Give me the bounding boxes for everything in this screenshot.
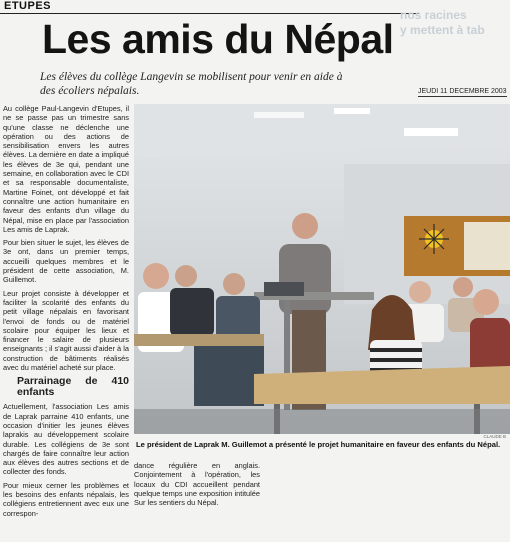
paragraph-4: Actuellement, l'association Les amis de Laprak parraine 410 enfants, une occasion d'initier les jeunes élèves laprakis au développement scolaire durable. Les collégiens de 3e sont chargés de faire connaître leur action aux élèves des autres sections et de collecter des fonds. [3,402,129,477]
ghost-line-1: nos racines [400,8,467,22]
section-rule [0,13,420,14]
standfirst: Les élèves du collège Langevin se mobilisent pour venir en aide à des écoliers népalais. [40,71,343,97]
paragraph-1: Au collège Paul-Langevin d'Etupes, il ne se passe pas un trimestre sans qu'une classe ne déclenche une opération ou des actions de sensibilisation envers les autres élèves. La dernière en date a impliqué les élèves de 3e qui, pendant une semaine, en collaboration avec le CDI et sa responsable documentaliste, Martine Foinet, ont développé et fait connaître une action humanitaire en faveur des enfants d'un village du Népal, mise en place par l'association Les amis de Laprak. [3,104,129,234]
headline: Les amis du Népal [42,16,394,62]
photo-caption: Le président de Laprak M. Guillemot a présenté le projet humanitaire en faveur des enfants du Népal. [136,440,501,449]
paragraph-3: Leur projet consiste à développer et faciliter la scolarité des enfants du petit village népalais en favorisant l'envoi de fonds ou de matériel scolaire pour équiper les lieux et financer le salaire de plusieurs enseignants ; il s'agit aussi d'aider à la construction de bâtiments réalisés avec du matériel acheté sur place. [3,288,129,373]
subheading: Parrainage de 410 enfants [17,375,129,399]
dateline: JEUDI 11 DECEMBRE 2003 [418,88,507,95]
paragraph-5: Pour mieux cerner les problèmes et les besoins des enfants népalais, les collégiens entretiennent avec eux une correspon- [3,480,129,518]
classroom-photo [134,104,510,434]
paragraph-2: Pour bien situer le sujet, les élèves de 3e ont, dans un premier temps, accueilli quelques membres et le président de cette association, M. Guillemot. [3,238,129,285]
article-column [3,104,129,522]
ghost-line-2: y mettent à tab [400,23,485,37]
paragraph-6: dance régulière en anglais. Conjointement à l'opération, les locaux du CDI accueillent pendant quelque temps une exposition intitulée Sur les sentiers du Népal. [134,461,260,508]
article-continuation [134,461,260,507]
photo-credit: CLAUDE B [483,434,506,439]
bleed-through-text [400,8,510,68]
section-label: ETUPES [4,0,52,12]
